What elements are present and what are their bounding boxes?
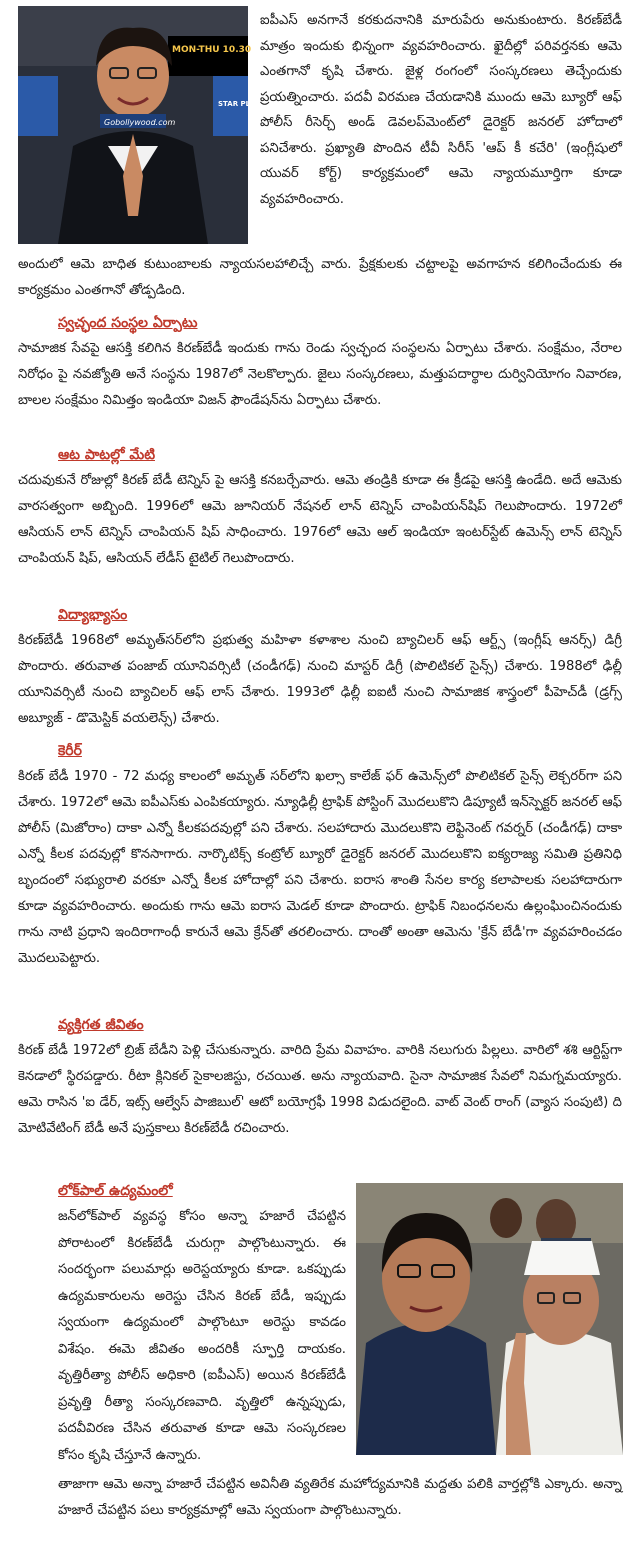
intro-paragraph-2: అందులో ఆమె బాధిత కుటుంబాలకు న్యాయసలహాలిచ్చే వారు. ప్రేక్షకులకు చట్టాలపై అవగాహన కలిగించేందుకు ఈ కార్యక్రమం ఎంతగానో తోడ్పడింది. (18, 257, 622, 298)
kiran-bedi-anna-hazare-photo (356, 1183, 623, 1455)
section-heading-lokpal: లోక్‌పాల్ ఉద్యమంలో (58, 1183, 173, 1199)
section-text-sports: చదువుకునే రోజుల్లో కిరణ్ బేడీ టెన్నిస్ పై ఆసక్తి కనబర్చేవారు. ఆమె తండ్రికి కూడా ఈ క్రీడపై ఆసక్తి ఉండేది. అదే ఆమెకు వారసత్వంగా అబ్బింది. 1996లో ఆమె జూనియర్ నేషనల్ లాన్ టెన్నిస్ చాంపియన్‌షిప్ గెలుపొందారు. 1972లో ఆసియన్ లాన్ టెన్నిస్ చాంపియన్ షిప్ సాధించారు. 1976లో ఆమె ఆల్ ఇండియా ఇంటర్‌స్టేట్ ఉమెన్స్ లాన్ టెన్నిస్ చాంపియన్ షిప్, ఆసియన్ లేడీస్ టైటిల్ గెలుపొందారు. (18, 473, 622, 566)
closing-paragraph: తాజాగా ఆమె అన్నా హజారే చేపట్టిన అవినీతి వ్యతిరేక మహోద్యమానికి మద్దతు పలికి వార్తల్లోకి ఎక్కారు. అన్నా హజారే చేపట్టిన పలు కార్యక్రమాల్లో ఆమె స్వయంగా పాల్గొంటున్నారు. (58, 1477, 622, 1518)
section-text-education: కిరణ్‌బేడీ 1968లో అమృత్‌సర్‌లోని ప్రభుత్వ మహిళా కళాశాల నుంచి బ్యాచిలర్ ఆఫ్ ఆర్ట్స్ (ఇంగ్లీష్ ఆనర్స్) డిగ్రీ పొందారు. తరువాత పంజాబ్ యూనివర్సిటీ (చండీగఢ్) నుంచి మాస్టర్ డిగ్రీ (పొలిటికల్ సైన్స్) చేశారు. 1988లో ఢిల్లీ యూనివర్సిటీ నుంచి బ్యాచిలర్ ఆఫ్ లాస్ చేశారు. 1993లో ఢిల్లీ ఐఐటీ నుంచి సామాజిక శాస్త్రంలో పీహెచ్‌డీ (డ్రగ్స్ అబ్యూజ్ - డొమెస్టిక్ వయలెన్స్) చేశారు. (18, 633, 622, 726)
section-heading-sports: ఆట పాటల్లో మేటి (58, 447, 155, 463)
section-heading-organizations: స్వచ్ఛంద సంస్థల ఏర్పాటు (58, 315, 198, 331)
section-text-lokpal: జన్‌లోక్‌పాల్ వ్యవస్థ కోసం అన్నా హజారే చేపట్టిన పోరాటంలో కిరణ్‌బేడీ చురుగ్గా పాల్గొంటున్నారు. ఈ సందర్భంగా పలుమార్లు అరెస్టయ్యారు కూడా. ఒకప్పుడు ఉద్యమకారులను అరెస్టు చేసిన కిరణ్ బేడీ, ఇప్పుడు స్వయంగా ఉద్యమంలో పాల్గొంటూ అరెస్టు కావడం విశేషం. ఈమె జీవితం అందరికీ స్ఫూర్తి దాయకం. వృత్తిరీత్యా పోలీస్ అధికారి (ఐపీఎస్) అయిన కిరణ్‌బేడీ ప్రవృత్తి రీత్యా సంస్కరణవాది. వృత్తిలో ఉన్నప్పుడు, పదవీవిరణ చేసిన తరువాత కూడా ఆమె సంస్కరణల కోసం కృషి చేస్తూనే ఉన్నారు. (58, 1209, 346, 1463)
shirt-text: Gobollywood.com (104, 118, 176, 127)
protest-photo-graphic (356, 1183, 623, 1455)
section-text-career: కిరణ్ బేడీ 1970 - 72 మధ్య కాలంలో అమృత్ సర్‌లోని ఖల్సా కాలేజ్ ఫర్ ఉమెన్స్‌లో పొలిటికల్ సైన్స్ లెక్చరర్‌గా పని చేశారు. 1972లో ఆమె ఐపీఎస్‌కు ఎంపికయ్యారు. న్యూఢిల్లీ ట్రాఫిక్ పోస్టింగ్ మొదలుకొని డిప్యూటీ ఇన్‌స్పెక్టర్ జనరల్ ఆఫ్ పోలీస్ (మిజోరాం) దాకా ఎన్నో కీలకపదవుల్లో పని చేశారు. సలహాదారు మొదలుకొని లెఫ్టినెంట్ గవర్నర్ (చండీగఢ్) దాకా ఎన్నో కీలక పదవుల్లో కొనసాగారు. నార్కొటిక్స్ కంట్రోల్ బ్యూరో డైరెక్టర్ జనరల్ మొదలుకొని ఐక్యరాజ్య సమితి ప్రతినిధి బృందంలో సభ్యురాలి వరకూ ఎన్నో కీలక హోదాల్లో పని చేశారు. ఐరాస శాంతి సేనల కార్య కలాపాలకు సలహాదారుగా కూడా వ్యవహరించారు. అందుకు గాను ఆమె ఐరాస మెడల్ కూడా పొందారు. ట్రాఫిక్ నిబంధనలను ఉల్లంఘించినందుకు గాను నాటి ప్రధాని ఇందిరాగాంధీ కారునే ఆమె క్రేన్‌తో తరలించారు. దాంతో అంతా ఆమెను 'క్రేన్ బేడీ'గా వ్యవహరించడం మొదలుపెట్టారు. (18, 769, 622, 966)
section-text-personal-life: కిరణ్ బేడీ 1972లో బ్రిజ్ బేడీని పెళ్లి చేసుకున్నారు. వారిది ప్రేమ వివాహం. వారికి నలుగురు పిల్లలు. వారిలో శశి ఆర్టిస్ట్‌గా కెనడాలో స్థిరపడ్డారు. రీటా క్లినికల్ సైకాలజిస్టు, రచయిత. అను న్యాయవాది. సైనా సామాజిక సేవలో నిమగ్నమయ్యారు. ఆమె రాసిన 'ఐ డేర్, ఇట్స్ ఆల్వేస్ పాజిబుల్' ఆటో బయోగ్రఫీ 1998 విడుదలైంది. వాట్ వెంట్ రాంగ్ (వ్యాస సంపుటి) ది మోటివేటింగ్ బేడీ అనే పుస్తకాలు కిరణ్‌బేడీ రచించారు. (18, 1043, 622, 1136)
section-text-organizations: సామాజిక సేవపై ఆసక్తి కలిగిన కిరణ్‌బేడీ ఇందుకు గాను రెండు స్వచ్ఛంద సంస్థలను ఏర్పాటు చేశారు. సంక్షేమం, నేరాల నిరోధం పై నవజ్యోతి అనే సంస్థను 1987లో నెలకొల్పారు. జైలు సంస్కరణలు, మత్తుపదార్థాల దుర్వినియోగం నివారణ, బాలల సంక్షేమం నిమిత్తం ఇండియా విజన్ ఫౌండేషన్‌ను ఏర్పాటు చేశారు. (18, 341, 622, 408)
channel-text: STAR PLUS (218, 100, 261, 108)
section-heading-education: విద్యాభ్యాసం (58, 607, 128, 623)
banner-text: MON-THU 10.30 (172, 45, 252, 55)
kiran-bedi-photo (18, 6, 261, 244)
section-heading-personal-life: వ్యక్తిగత జీవితం (58, 1017, 144, 1033)
section-heading-career: కెరీర్ (58, 743, 82, 759)
intro-paragraph: ఐపీఎస్ అనగానే కరకుదనానికి మారుపేరు అనుకుంటారు. కిరణ్‌బేడీ మాత్రం ఇందుకు భిన్నంగా వ్యవహరించారు. ఖైదీల్లో పరివర్తనకు ఆమె ఎంతగానో కృషి చేశారు. జైళ్ల రంగంలో సంస్కరణలు తెచ్చేందుకు ప్రయత్నించారు. పదవీ విరమణ చేయడానికి ముందు ఆమె బ్యూరో ఆఫ్ పోలీస్ రీసెర్చ్ అండ్ డెవలప్‌మెంట్‌లో డైరెక్టర్ జనరల్ హోదాలో పనిచేశారు. ప్రఖ్యాతి పొందిన టీవీ సిరీస్ 'ఆప్ కీ కచేరి' (ఇంగ్లీషులో యువర్ కోర్ట్) కార్యక్రమంలో ఆమె న్యాయమూర్తిగా కూడా వ్యవహరించారు. (260, 13, 622, 207)
kiran-bedi-photo-graphic (18, 6, 261, 244)
